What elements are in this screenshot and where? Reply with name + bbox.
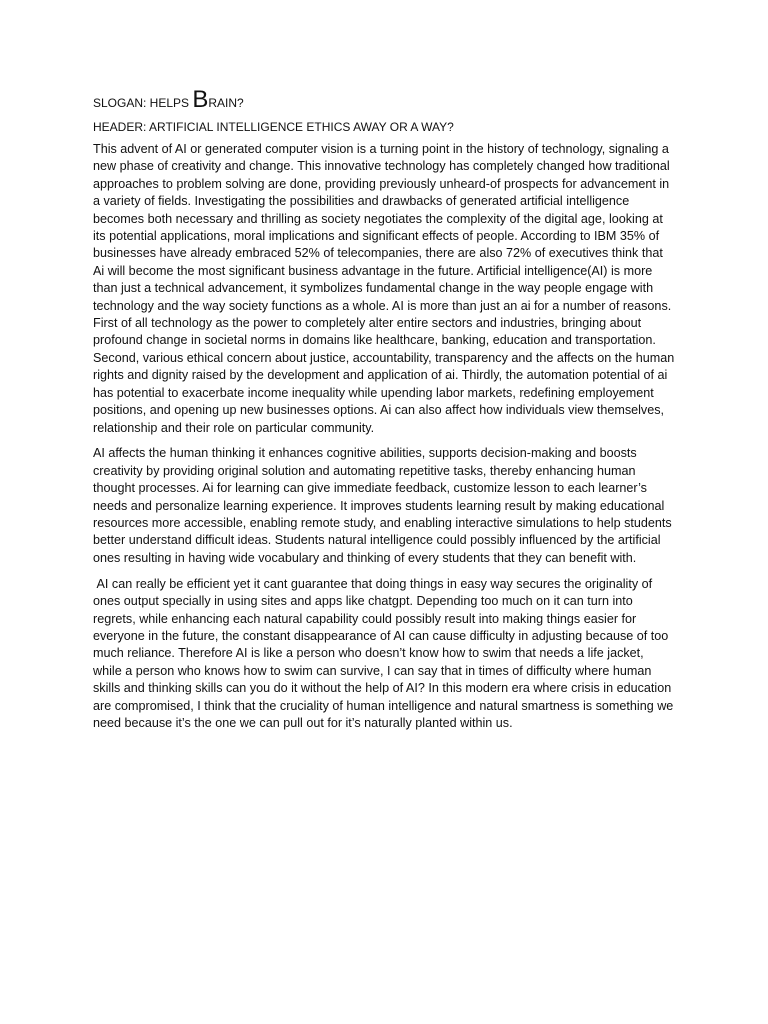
paragraph-3: AI can really be efficient yet it cant guarantee that doing things in easy way secures the originality of ones output specially in using sites and apps like chatgpt. Depending too much on it can turn into regrets, while enhancing each natural capability could possibly result into making things easier for everyone in the future, the constant disappearance of AI can cause difficulty in adjusting because of too much reliance. Therefore AI is like a person who doesn’t know how to swim that needs a life jacket, while a person who knows how to swim can survive, I can say that in times of difficulty where human skills and thinking skills can you do it without the help of AI? In this modern era where crisis in education are compromised, I think that the cruciality of human intelligence and natural smartness is something we need because it’s the one we can pull out for it’s naturally planted within us. <box>93 576 677 730</box>
slogan-prefix: SLOGAN: HELPS <box>93 96 193 110</box>
paragraph-1: This advent of AI or generated computer vision is a turning point in the history of technology, signaling a new phase of creativity and change. This innovative technology has completely changed how traditional approaches to problem solving are done, providing previously unheard-of prospects for advancement in a variety of fields. Investigating the possibilities and drawbacks of generated artificial intelligence becomes both necessary and thrilling as society negotiates the complexity of the digital age, looking at its potential applications, moral implications and significant effects of people. According to IBM 35% of businesses have already embraced 52% of telecompanies, there are also 72% of executives think that Ai will become the most significant business advantage in the future. Artificial intelligence(AI) is more than just a technical advancement, it symbolizes fundamental change in the way people engage with technology and the way society functions as a whole. AI is more than just an ai for a number of reasons. First of all technology as the power to completely alter entire sectors and industries, bringing about profound change in societal norms in domains like healthcare, banking, education and transportation. Second, various ethical concern about justice, accountability, transparency and the affects on the human rights and dignity raised by the development and application of ai. Thirdly, the automation potential of ai has potential to exacerbate income inequality while upending labor markets, redefining employement positions, and opening up new businesses options. Ai can also affect how individuals view themselves, relationship and their role on particular community. <box>93 142 675 435</box>
slogan-line <box>93 88 675 112</box>
document-header: HEADER: ARTIFICIAL INTELLIGENCE ETHICS AWAY OR A WAY? <box>93 120 454 134</box>
slogan-big-letter: B <box>192 86 209 113</box>
paragraph-2: AI affects the human thinking it enhances cognitive abilities, supports decision-making and boosts creativity by providing original solution and automating repetitive tasks, thereby enhancing human thought processes. Ai for learning can give immediate feedback, customize lesson to each learner’s needs and personalize learning experience. It improves students learning result by making educational resources more accessible, enabling remote study, and enabling interactive simulations to help students better understand difficult ideas. Students natural intelligence could possibly influenced by the artificial ones resulting in having wide vocabulary and thinking of every students that they can benefit with. <box>93 446 672 565</box>
document-page <box>93 88 675 741</box>
slogan-suffix: RAIN? <box>208 96 244 110</box>
